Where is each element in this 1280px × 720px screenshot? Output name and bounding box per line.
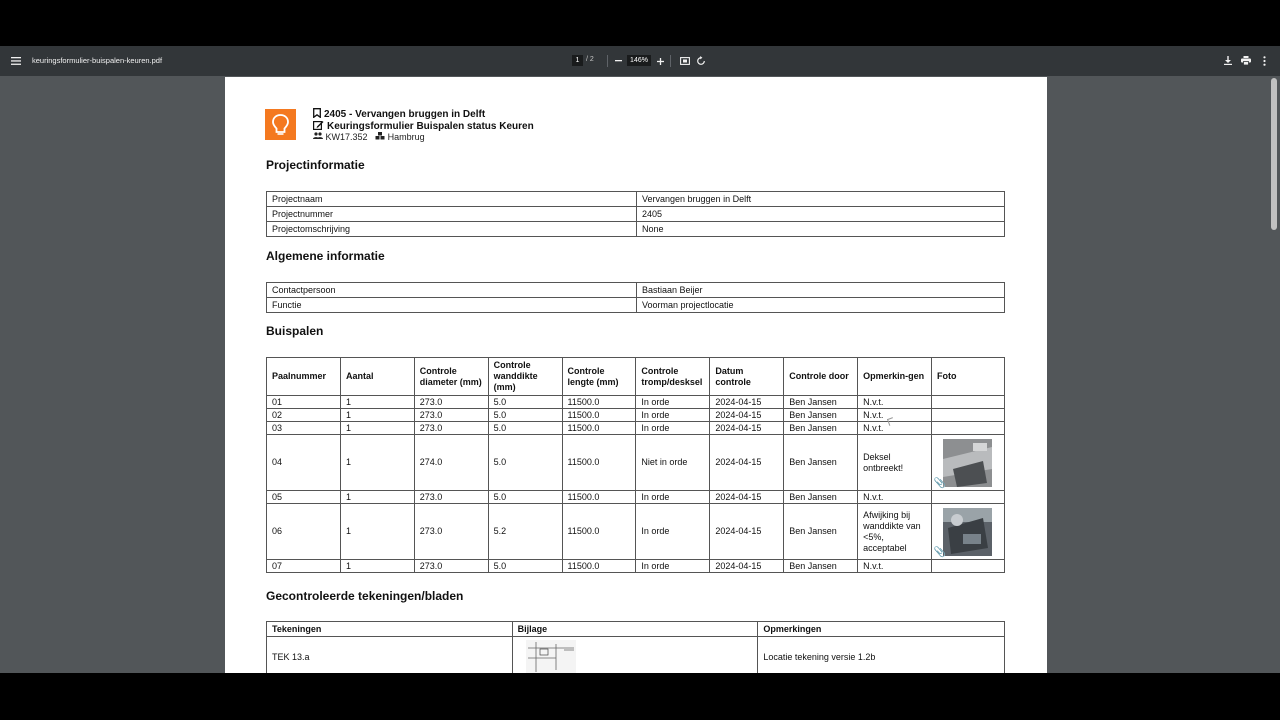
- general-info-table: [266, 282, 1005, 313]
- lightbulb-icon: [265, 109, 296, 140]
- cell-diameter: 273.0: [414, 422, 488, 435]
- cell-lengte: 11500.0: [562, 422, 636, 435]
- cell-foto: [931, 491, 1004, 504]
- cell-tromp: In orde: [636, 504, 710, 560]
- cell-foto: [931, 504, 1004, 560]
- row-label: Contactpersoon: [267, 283, 637, 298]
- cell-tromp: In orde: [636, 396, 710, 409]
- header-meta: [313, 132, 425, 142]
- cell-opm: N.v.t.: [858, 491, 932, 504]
- table-row: [267, 491, 1005, 504]
- cell-door: Ben Jansen: [784, 504, 858, 560]
- table-row: [267, 435, 1005, 491]
- bookmark-icon: [313, 108, 321, 118]
- cell-wanddikte: 5.2: [488, 504, 562, 560]
- cell-door: Ben Jansen: [784, 422, 858, 435]
- cell-aantal: 1: [340, 409, 414, 422]
- cell-opm: Afwijking bij wanddikte van <5%, acceptabel: [858, 504, 932, 560]
- cell-datum: 2024-04-15: [710, 560, 784, 573]
- column-header: Controle tromp/desksel: [636, 358, 710, 396]
- row-value: Vervangen bruggen in Delft: [637, 192, 1005, 207]
- cell-nr: 02: [267, 409, 341, 422]
- attachment-thumbnail[interactable]: [526, 640, 576, 673]
- cell-wanddikte: 5.0: [488, 409, 562, 422]
- project-code: KW17.352: [325, 132, 368, 142]
- cell-diameter: 273.0: [414, 491, 488, 504]
- toolbar-divider: [670, 55, 671, 67]
- cell-door: Ben Jansen: [784, 435, 858, 491]
- cell-aantal: 1: [340, 435, 414, 491]
- column-header: Paalnummer: [267, 358, 341, 396]
- cell-lengte: 11500.0: [562, 491, 636, 504]
- cell-nr: 05: [267, 491, 341, 504]
- column-header: Datum controle: [710, 358, 784, 396]
- document-title: keuringsformulier-buispalen-keuren.pdf: [32, 56, 163, 65]
- bottom-letterbox: [0, 673, 1280, 720]
- plus-icon[interactable]: [654, 55, 666, 67]
- cell-foto: [931, 435, 1004, 491]
- pdf-page: [225, 77, 1047, 673]
- cell-datum: 2024-04-15: [710, 504, 784, 560]
- column-header: Foto: [931, 358, 1004, 396]
- zoom-level-input[interactable]: 146%: [627, 55, 651, 66]
- row-value: Voorman projectlocatie: [637, 298, 1005, 313]
- cell-aantal: 1: [340, 422, 414, 435]
- page-number-input[interactable]: 1: [572, 55, 583, 66]
- cell-opm: N.v.t.: [858, 409, 932, 422]
- cell-lengte: 11500.0: [562, 435, 636, 491]
- project-location: Hambrug: [387, 132, 425, 142]
- edit-icon: [313, 120, 324, 130]
- section-gecontroleerde-tekeningen: Gecontroleerde tekeningen/bladen: [266, 589, 464, 603]
- cell-tromp: Niet in orde: [636, 435, 710, 491]
- company-logo: [265, 109, 296, 140]
- cell-tromp: In orde: [636, 560, 710, 573]
- cell-nr: 03: [267, 422, 341, 435]
- download-icon[interactable]: [1221, 54, 1234, 67]
- cell-tromp: In orde: [636, 422, 710, 435]
- column-header: Controle wanddikte (mm): [488, 358, 562, 396]
- table-row: [267, 283, 1005, 298]
- project-title-text: 2405 - Vervangen bruggen in Delft: [324, 109, 486, 120]
- cell-opmerking: Locatie tekening versie 1.2b: [758, 637, 1005, 674]
- fit-page-icon[interactable]: [678, 54, 691, 67]
- column-header: Bijlage: [512, 622, 758, 637]
- form-title-text: Keuringsformulier Buispalen status Keuren: [327, 121, 534, 132]
- rotate-icon[interactable]: [694, 54, 707, 67]
- table-row: [267, 504, 1005, 560]
- row-value: None: [637, 222, 1005, 237]
- row-label: Projectnummer: [267, 207, 637, 222]
- cell-diameter: 273.0: [414, 409, 488, 422]
- table-row: [267, 207, 1005, 222]
- table-row: [267, 637, 1005, 674]
- row-label: Projectomschrijving: [267, 222, 637, 237]
- cell-wanddikte: 5.0: [488, 435, 562, 491]
- cell-foto: [931, 396, 1004, 409]
- cell-aantal: 1: [340, 560, 414, 573]
- cell-tromp: In orde: [636, 491, 710, 504]
- row-label: Functie: [267, 298, 637, 313]
- cell-foto: [931, 560, 1004, 573]
- more-options-icon[interactable]: [1258, 54, 1271, 67]
- section-algemene-informatie: Algemene informatie: [266, 249, 385, 263]
- paperclip-icon: 📎: [933, 546, 946, 558]
- cell-diameter: 273.0: [414, 504, 488, 560]
- table-row: [267, 192, 1005, 207]
- column-header: Opmerkin-gen: [858, 358, 932, 396]
- buispalen-table: [266, 357, 1005, 573]
- minus-icon[interactable]: [612, 55, 624, 67]
- cell-foto: [931, 422, 1004, 435]
- cell-datum: 2024-04-15: [710, 491, 784, 504]
- cell-nr: 06: [267, 504, 341, 560]
- print-icon[interactable]: [1239, 54, 1252, 67]
- row-value: 2405: [637, 207, 1005, 222]
- row-value: Bastiaan Beijer: [637, 283, 1005, 298]
- cell-nr: 07: [267, 560, 341, 573]
- section-buispalen: Buispalen: [266, 324, 324, 338]
- cell-tekening: TEK 13.a: [267, 637, 513, 674]
- inspection-photo[interactable]: [933, 439, 992, 489]
- vertical-scrollbar[interactable]: [1271, 78, 1277, 230]
- cell-door: Ben Jansen: [784, 396, 858, 409]
- pdf-viewer[interactable]: [0, 76, 1280, 673]
- form-title: [313, 120, 534, 132]
- section-projectinformatie: Projectinformatie: [266, 158, 365, 172]
- cell-diameter: 274.0: [414, 435, 488, 491]
- column-header: Opmerkingen: [758, 622, 1005, 637]
- cell-aantal: 1: [340, 504, 414, 560]
- cell-datum: 2024-04-15: [710, 422, 784, 435]
- row-label: Projectnaam: [267, 192, 637, 207]
- cell-wanddikte: 5.0: [488, 396, 562, 409]
- top-letterbox: [0, 0, 1280, 46]
- column-header: Controle lengte (mm): [562, 358, 636, 396]
- drawings-table: [266, 621, 1005, 673]
- cell-tromp: In orde: [636, 409, 710, 422]
- cell-lengte: 11500.0: [562, 409, 636, 422]
- cell-wanddikte: 5.0: [488, 560, 562, 573]
- project-title: [313, 108, 485, 120]
- cell-opm: Deksel ontbreekt!: [858, 435, 932, 491]
- cell-lengte: 11500.0: [562, 560, 636, 573]
- column-header: Aantal: [340, 358, 414, 396]
- cell-opm: N.v.t.: [858, 422, 932, 435]
- table-row: [267, 560, 1005, 573]
- hamburger-menu-icon[interactable]: [9, 54, 23, 68]
- cell-door: Ben Jansen: [784, 491, 858, 504]
- project-info-table: [266, 191, 1005, 237]
- cell-datum: 2024-04-15: [710, 435, 784, 491]
- table-row: [267, 222, 1005, 237]
- cell-aantal: 1: [340, 396, 414, 409]
- cell-opm: N.v.t.: [858, 396, 932, 409]
- pdf-toolbar: [0, 46, 1280, 76]
- cell-nr: 04: [267, 435, 341, 491]
- cell-diameter: 273.0: [414, 560, 488, 573]
- cell-lengte: 11500.0: [562, 504, 636, 560]
- cell-door: Ben Jansen: [784, 409, 858, 422]
- cubes-icon: [375, 132, 385, 140]
- paperclip-icon: 📎: [933, 477, 946, 489]
- toolbar-divider: [607, 55, 608, 67]
- cell-diameter: 273.0: [414, 396, 488, 409]
- users-icon: [313, 132, 323, 140]
- column-header: Tekeningen: [267, 622, 513, 637]
- table-row: [267, 396, 1005, 409]
- cell-datum: 2024-04-15: [710, 396, 784, 409]
- table-row: [267, 298, 1005, 313]
- cell-aantal: 1: [340, 491, 414, 504]
- inspection-photo[interactable]: [933, 508, 992, 558]
- cell-foto: [931, 409, 1004, 422]
- cell-bijlage: [512, 637, 758, 674]
- cell-datum: 2024-04-15: [710, 409, 784, 422]
- cell-door: Ben Jansen: [784, 560, 858, 573]
- cell-opm: N.v.t.: [858, 560, 932, 573]
- cell-lengte: 11500.0: [562, 396, 636, 409]
- page-total: / 2: [586, 56, 594, 63]
- cell-nr: 01: [267, 396, 341, 409]
- cell-wanddikte: 5.0: [488, 422, 562, 435]
- cell-wanddikte: 5.0: [488, 491, 562, 504]
- column-header: Controle door: [784, 358, 858, 396]
- column-header: Controle diameter (mm): [414, 358, 488, 396]
